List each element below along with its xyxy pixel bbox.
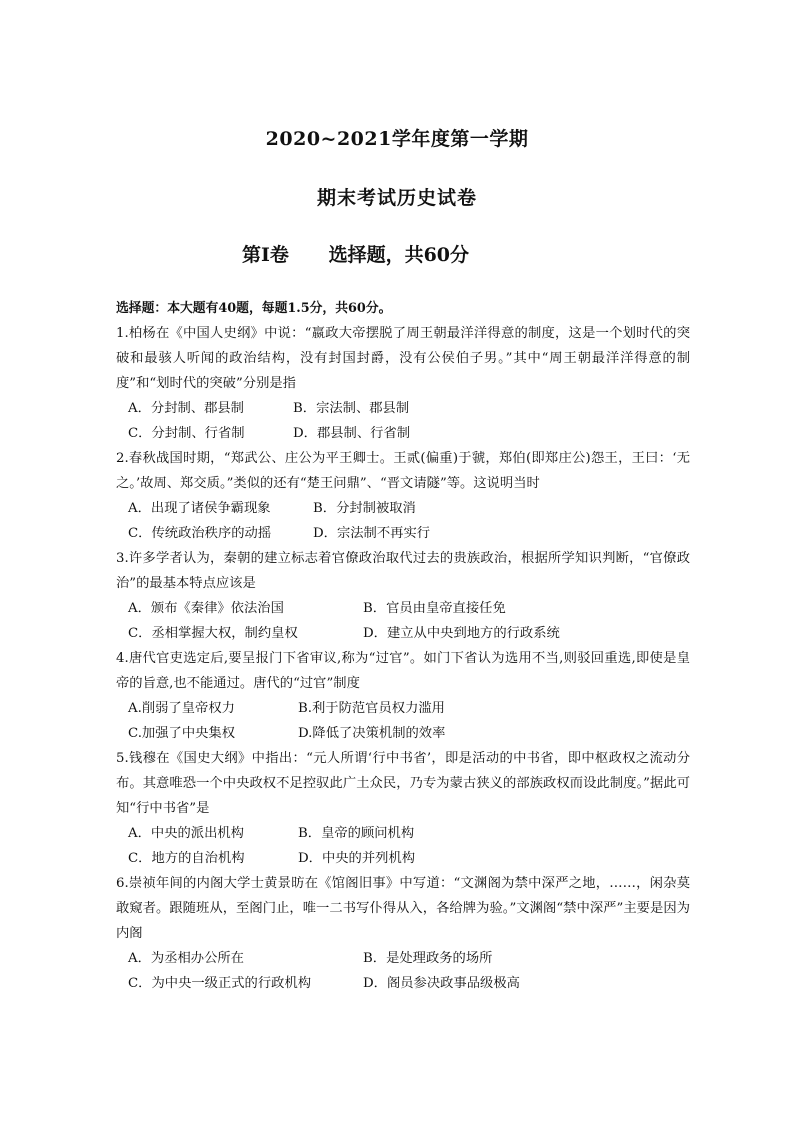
option-c: C．传统政治秩序的动摇 <box>128 526 272 541</box>
question-stem: 5.钱穆在《国史大纲》中指出：“元人所谓‘行中书省’，即是活动的中书省，即中枢政权之流动分布。其意唯恐一个中央政权不足控驭此广土众民，乃专为蒙古狭义的部族政权而设此制度。”据此可知“行中书省”是 <box>116 751 690 816</box>
question-2 <box>116 446 690 546</box>
exam-body <box>116 296 690 996</box>
option-d: D．阁员参决政事品级极高 <box>363 976 520 991</box>
option-b: B．分封制被取消 <box>313 501 416 516</box>
instructions: 选择题：本大题有40题，每题1.5分，共60分。 <box>116 301 392 316</box>
option-b: B．是处理政务的场所 <box>363 951 493 966</box>
question-6 <box>116 871 690 996</box>
option-b: B.利于防范官员权力滥用 <box>298 701 445 716</box>
option-a: A．为丞相办公所在 <box>128 951 244 966</box>
question-stem: 4.唐代官吏选定后,要呈报门下省审议,称为“过官”。如门下省认为选用不当,则驳回重选,即使是皇帝的旨意,也不能通过。唐代的“过官”制度 <box>116 651 690 691</box>
question-3 <box>116 546 690 646</box>
question-stem: 6.崇祯年间的内阁大学士黄景昉在《馆阁旧事》中写道：“文渊阁为禁中深严之地，……，闲杂莫敢窥者。跟随班从，至阁门止，唯一二书写仆得从入，各给牌为验。”文渊阁“禁中深严”主要是因为内阁 <box>116 876 690 941</box>
option-b: B．皇帝的顾问机构 <box>298 826 415 841</box>
option-a: A.削弱了皇帝权力 <box>128 701 235 716</box>
option-c: C．地方的自治机构 <box>128 851 245 866</box>
question-stem: 3.许多学者认为，秦朝的建立标志着官僚政治取代过去的贵族政治，根据所学知识判断，“官僚政治”的最基本特点应该是 <box>116 551 690 591</box>
option-d: D．建立从中央到地方的行政系统 <box>363 626 560 641</box>
option-d: D.降低了决策机制的效率 <box>298 726 446 741</box>
option-a: A．颁布《秦律》依法治国 <box>128 601 284 616</box>
option-b: B．宗法制、郡县制 <box>293 401 410 416</box>
section-heading: 第Ⅰ卷 选择题，共60分 <box>242 244 470 266</box>
question-4 <box>116 646 690 746</box>
option-c: C．丞相掌握大权，制约皇权 <box>128 626 298 641</box>
option-a: A．分封制、郡县制 <box>128 401 244 416</box>
question-stem: 1.柏杨在《中国人史纲》中说：“嬴政大帝摆脱了周王朝最洋洋得意的制度，这是一个划时代的突破和最骇人听闻的政治结构，没有封国封爵，没有公侯伯子男。”其中“周王朝最洋洋得意的制度”和“划时代的突破”分别是指 <box>116 326 690 391</box>
option-c: C．为中央一级正式的行政机构 <box>128 976 312 991</box>
option-d: D．中央的并列机构 <box>298 851 416 866</box>
exam-title: 期末考试历史试卷 <box>316 187 477 209</box>
exam-year-term: 2020~2021学年度第一学期 <box>265 128 529 150</box>
option-d: D．宗法制不再实行 <box>313 526 431 541</box>
question-stem: 2.春秋战国时期，“郑武公、庄公为平王卿士。王贰(偏重)于虢，郑伯(即郑庄公)怨王，王曰：‘无之。’故周、郑交质。”类似的还有“楚王问鼎”、“晋文请隧”等。这说明当时 <box>116 451 690 491</box>
option-d: D．郡县制、行省制 <box>293 426 411 441</box>
option-b: B．官员由皇帝直接任免 <box>363 601 506 616</box>
option-a: A．出现了诸侯争霸现象 <box>128 501 271 516</box>
option-a: A．中央的派出机构 <box>128 826 244 841</box>
question-5 <box>116 746 690 871</box>
option-c: C.加强了中央集权 <box>128 726 236 741</box>
option-c: C．分封制、行省制 <box>128 426 245 441</box>
question-1 <box>116 321 690 446</box>
